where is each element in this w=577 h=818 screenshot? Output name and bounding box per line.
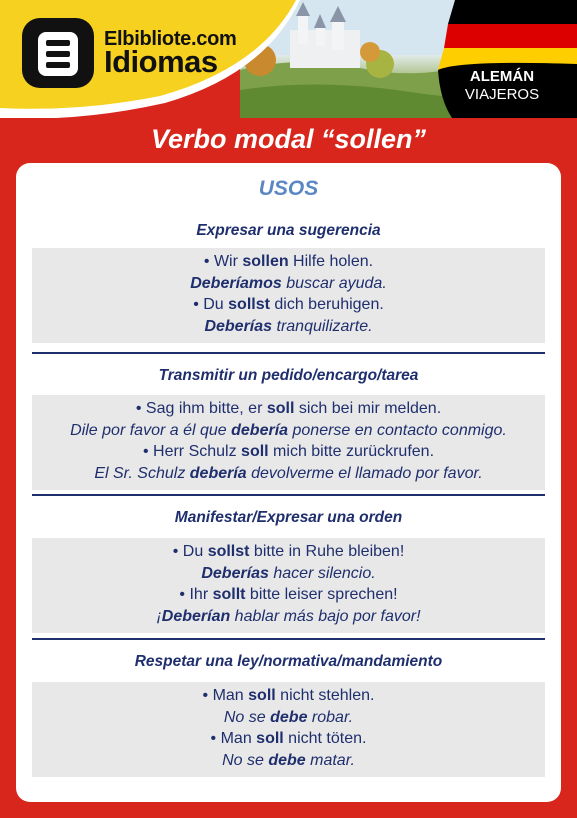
section-title: Manifestar/Expresar una orden bbox=[174, 509, 403, 526]
german-example bbox=[32, 541, 545, 563]
german-example bbox=[32, 584, 545, 606]
example-text-pre: El Sr. Schulz bbox=[94, 464, 190, 482]
german-example bbox=[32, 294, 545, 316]
example-text-pre: No se bbox=[223, 708, 271, 726]
example-text-pre: • Sag ihm bitte, er bbox=[135, 400, 267, 417]
modal-verb-highlight: debería bbox=[189, 464, 247, 482]
example-text-pre: Dile por favor a él que bbox=[70, 421, 232, 439]
level-audience: VIAJEROS bbox=[464, 86, 540, 103]
german-example bbox=[32, 398, 545, 420]
example-text-pre: • Ihr bbox=[179, 586, 213, 603]
header-banner bbox=[0, 0, 577, 118]
section-title: Expresar una sugerencia bbox=[196, 222, 381, 239]
german-example bbox=[32, 251, 545, 273]
modal-verb-highlight: soll bbox=[266, 400, 295, 417]
example-text-post: sich bei mir melden. bbox=[294, 400, 442, 417]
modal-verb-highlight: debería bbox=[231, 421, 289, 439]
example-text-post: tranquilizarte. bbox=[272, 317, 373, 335]
example-text-post: hablar más bajo por favor! bbox=[230, 607, 421, 625]
example-text-post: nicht töten. bbox=[283, 730, 367, 747]
example-text-pre: • Man bbox=[210, 730, 257, 747]
example-text-post: devolverme el llamado por favor. bbox=[246, 464, 483, 482]
example-text-post: dich beruhigen. bbox=[269, 296, 384, 313]
modal-verb-highlight: Deberíamos bbox=[190, 274, 282, 292]
german-example bbox=[32, 728, 545, 750]
section-divider bbox=[32, 352, 545, 354]
example-text-post: ponerse en contacto conmigo. bbox=[288, 421, 507, 439]
modal-verb-highlight: sollt bbox=[212, 586, 246, 603]
modal-verb-highlight: sollen bbox=[242, 253, 289, 270]
german-flag bbox=[438, 0, 577, 70]
example-text-post: Hilfe holen. bbox=[288, 253, 374, 270]
modal-verb-highlight: debe bbox=[268, 751, 306, 769]
spanish-translation bbox=[32, 420, 545, 442]
german-example bbox=[32, 441, 545, 463]
spanish-translation bbox=[32, 563, 545, 585]
example-text-pre: • Du bbox=[193, 296, 229, 313]
section-title: Transmitir un pedido/encargo/tarea bbox=[158, 367, 419, 384]
example-text-post: nicht stehlen. bbox=[275, 687, 375, 704]
example-text-pre: • Du bbox=[172, 543, 208, 560]
example-text-post: matar. bbox=[305, 751, 355, 769]
spanish-translation bbox=[32, 707, 545, 729]
german-example bbox=[32, 685, 545, 707]
brand-logo[interactable] bbox=[22, 18, 94, 88]
spanish-translation bbox=[32, 750, 545, 772]
example-text-post: bitte leiser sprechen! bbox=[245, 586, 398, 603]
example-text-pre: • Herr Schulz bbox=[142, 443, 242, 460]
example-box bbox=[32, 248, 545, 343]
example-text-post: mich bitte zurückrufen. bbox=[268, 443, 435, 460]
example-text-post: buscar ayuda. bbox=[281, 274, 387, 292]
example-text-pre: No se bbox=[222, 751, 269, 769]
modal-verb-highlight: soll bbox=[241, 443, 269, 460]
content-card bbox=[16, 163, 561, 802]
example-text-pre: • Wir bbox=[203, 253, 243, 270]
example-text-post: robar. bbox=[307, 708, 354, 726]
section-divider bbox=[32, 494, 545, 496]
modal-verb-highlight: Deberías bbox=[201, 564, 269, 582]
card-heading: USOS bbox=[258, 177, 319, 200]
brand-site-name: Elbibliote.com bbox=[104, 28, 237, 50]
brand-title: Idiomas bbox=[104, 44, 218, 79]
modal-verb-highlight: debe bbox=[270, 708, 308, 726]
page-title: Verbo modal “sollen” bbox=[150, 124, 427, 154]
example-text-pre: • Man bbox=[202, 687, 249, 704]
example-text-pre: ¡ bbox=[156, 607, 162, 625]
level-language: ALEMÁN bbox=[469, 68, 535, 85]
modal-verb-highlight: sollst bbox=[228, 296, 270, 313]
example-text-post: hacer silencio. bbox=[268, 564, 376, 582]
example-box bbox=[32, 538, 545, 633]
spanish-translation bbox=[32, 273, 545, 295]
modal-verb-highlight: soll bbox=[256, 730, 284, 747]
spanish-translation bbox=[32, 463, 545, 485]
example-text-post: bitte in Ruhe bleiben! bbox=[249, 543, 405, 560]
book-icon bbox=[34, 30, 82, 78]
modal-verb-highlight: Deberías bbox=[204, 317, 273, 335]
modal-verb-highlight: soll bbox=[248, 687, 276, 704]
spanish-translation bbox=[32, 606, 545, 628]
example-box bbox=[32, 682, 545, 777]
modal-verb-highlight: Deberían bbox=[161, 607, 231, 625]
section-title: Respetar una ley/normativa/mandamiento bbox=[134, 653, 443, 670]
example-box bbox=[32, 395, 545, 490]
section-divider bbox=[32, 638, 545, 640]
spanish-translation bbox=[32, 316, 545, 338]
modal-verb-highlight: sollst bbox=[207, 543, 250, 560]
level-badge bbox=[452, 68, 552, 118]
